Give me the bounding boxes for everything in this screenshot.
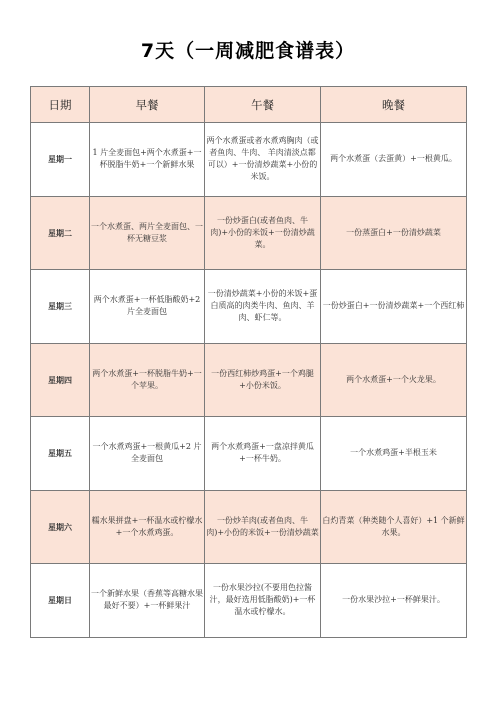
breakfast-cell: 一个水煮鸡蛋+一根黄瓜+2 片全麦面包 xyxy=(90,417,205,491)
dinner-cell: 白灼青菜（种类随个人喜好）+1 个新鲜水果。 xyxy=(321,490,467,564)
breakfast-cell: 一个新鲜水果（香蕉等高糖水果最好不要）+一杯鲜果汁 xyxy=(90,564,205,638)
table-row xyxy=(31,123,467,197)
table-row xyxy=(31,417,467,491)
day-cell: 星期三 xyxy=(31,270,90,344)
breakfast-cell: 一个水煮蛋、两片全麦面包、一杯无糖豆浆 xyxy=(90,196,205,270)
dinner-cell: 一份水果沙拉+一杯鲜果汁。 xyxy=(321,564,467,638)
dinner-cell: 一份炒蛋白+一份清炒蔬菜+一个西红柿 xyxy=(321,270,467,344)
day-cell: 星期二 xyxy=(31,196,90,270)
dinner-cell: 两个水煮蛋+一个火龙果。 xyxy=(321,343,467,417)
header-lunch: 午餐 xyxy=(205,87,321,123)
lunch-cell: 两个水煮蛋或者水煮鸡胸肉（或者鱼肉、牛肉、 羊肉清淡点都可以）+一份清炒蔬菜+小份的米饭。 xyxy=(205,123,321,197)
lunch-cell: 一份清炒蔬菜+小份的米饭+蛋白质高的肉类牛肉、鱼肉、羊肉、虾仁等。 xyxy=(205,270,321,344)
breakfast-cell: 糯水果拼盘+一杯温水或柠檬水+一个水煮鸡蛋。 xyxy=(90,490,205,564)
diet-plan-table xyxy=(30,86,467,638)
header-breakfast: 早餐 xyxy=(90,87,205,123)
breakfast-cell: 1 片全麦面包+两个水煮蛋+一杯脱脂牛奶+一个新鲜水果 xyxy=(90,123,205,197)
page-title: 7天（一周减肥食谱表） xyxy=(140,40,356,62)
table-row xyxy=(31,270,467,344)
header-date: 日期 xyxy=(31,87,90,123)
dinner-cell: 一份蒸蛋白+一份清炒蔬菜 xyxy=(321,196,467,270)
table-row xyxy=(31,343,467,417)
table-row xyxy=(31,490,467,564)
lunch-cell: 两个水煮鸡蛋+一盘凉拌黄瓜+一杯牛奶。 xyxy=(205,417,321,491)
lunch-cell: 一份西红柿炒鸡蛋+一个鸡腿+小份米饭。 xyxy=(205,343,321,417)
breakfast-cell: 两个水煮蛋+一杯脱脂牛奶+一个苹果。 xyxy=(90,343,205,417)
table-row xyxy=(31,196,467,270)
lunch-cell: 一份水果沙拉(不要用色拉酱汁，最好选用低脂酸奶)+一杯温水或柠檬水。 xyxy=(205,564,321,638)
dinner-cell: 两个水煮蛋（去蛋黄）+一根黄瓜。 xyxy=(321,123,467,197)
day-cell: 星期四 xyxy=(31,343,90,417)
header-dinner: 晚餐 xyxy=(321,87,467,123)
day-cell: 星期五 xyxy=(31,417,90,491)
table-row xyxy=(31,564,467,638)
lunch-cell: 一份炒羊肉(或者鱼肉、牛肉)+小份的米饭+一份清炒蔬菜 xyxy=(205,490,321,564)
lunch-cell: 一份炒蛋白(或者鱼肉、牛肉)+小份的米饭+一份清炒蔬菜。 xyxy=(205,196,321,270)
day-cell: 星期六 xyxy=(31,490,90,564)
table-header-row xyxy=(31,87,467,123)
dinner-cell: 一个水煮鸡蛋+半根玉米 xyxy=(321,417,467,491)
breakfast-cell: 两个水煮蛋+一杯低脂酸奶+2 片全麦面包 xyxy=(90,270,205,344)
day-cell: 星期一 xyxy=(31,123,90,197)
day-cell: 星期日 xyxy=(31,564,90,638)
